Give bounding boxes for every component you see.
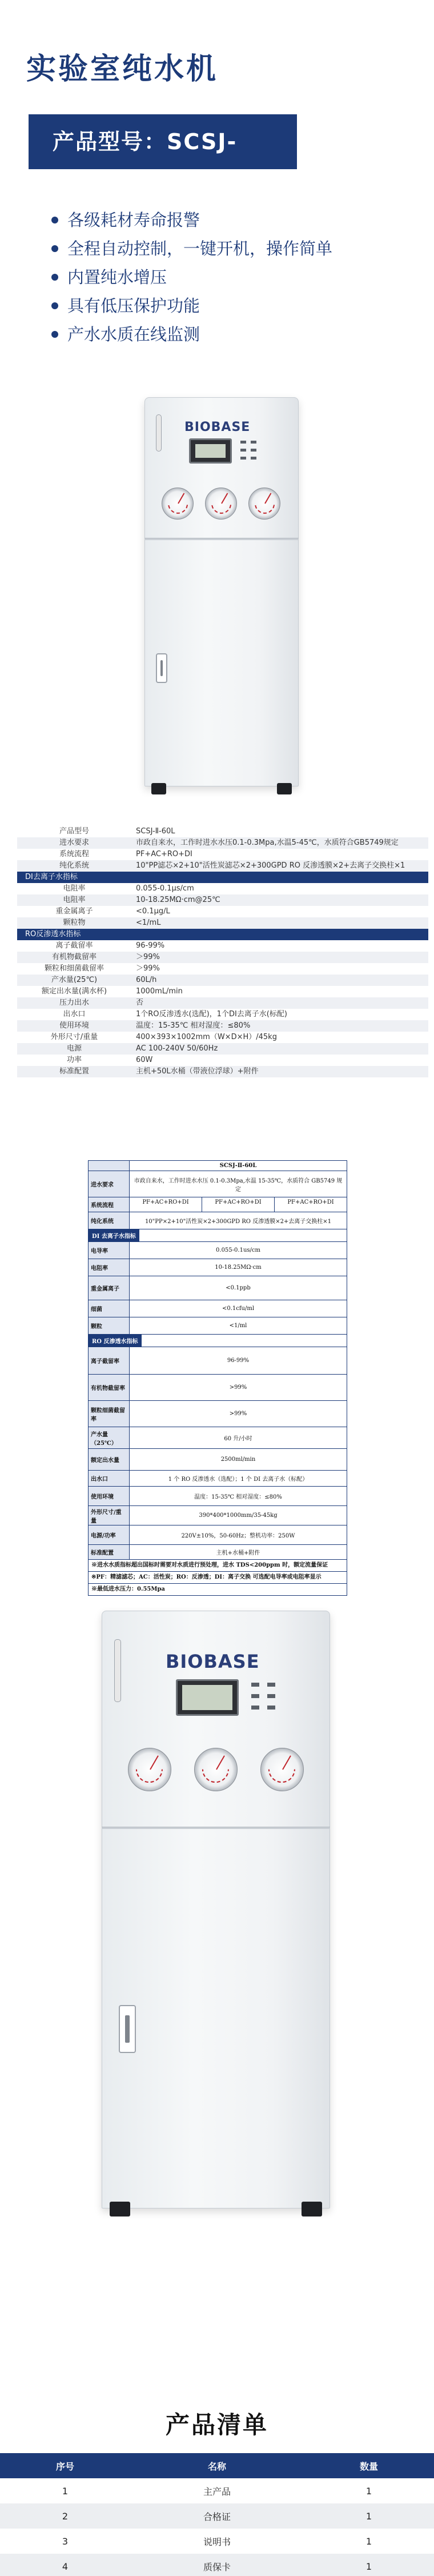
column-header: 序号 [0,2453,130,2478]
spec-note: ※最低进水压力：0.55Mpa [91,1586,165,1592]
spec-row: 使用环境 温度：15-35℃ 相对湿度：≤80% [89,1487,347,1506]
pressure-gauge-icon [260,1748,304,1791]
caster-wheel-icon [151,783,166,794]
spec-row: 有机物截留率 ＞99% [17,952,428,963]
spec-row: 标准配置 主机+水桶+附件 [89,1545,347,1560]
spec-section-header: RO 反渗透水指标 [89,1335,347,1347]
caster-wheel-icon [110,2202,130,2216]
bullet-icon [51,331,58,338]
model-banner: 产品型号：SCSJ-Ⅱ-60L [29,114,297,169]
spec-note: ※进水水质指标超出国标时需要对水质进行预处理，进水 TDS<200ppm 时，额定流量保证 [89,1560,347,1572]
panel-divider [102,1827,330,1829]
spec-row: 标准配置 主机+50L水桶（带液位浮球）+附件 [17,1066,428,1077]
control-key-icon [251,441,256,444]
spec-note: ※PF：精滤滤芯；AC：活性炭；RO：反渗透；DI：离子交换 可选配电导率或电阻率显示 [89,1572,347,1584]
control-key-icon [251,1694,259,1698]
spec-row: 使用环境 温度：15-35℃ 相对湿度：≤80% [17,1020,428,1032]
spec-row: 重金属离子 <0.1ppb [89,1276,347,1300]
control-key-icon [267,1683,275,1687]
spec-row: 产品型号 SCSJ-Ⅱ-60L [59,827,175,836]
brand-logo: BIOBASE [166,1651,260,1672]
spec-row: 颗粒和细菌截留率 ＞99% [44,964,160,973]
control-key-icon [240,449,246,452]
pressure-gauge-icon [162,488,194,520]
spec-row: 电源/功率 220V±10%，50-60Hz；整机功率：250W [89,1525,347,1545]
feature-item: 具有低压保护功能 [51,291,332,320]
spec-row: 离子截留率 96-99% [89,1347,347,1375]
spec-row: 电阻率 10-18.25MΩ·cm@25℃ [17,894,428,906]
brand-logo: BIOBASE [184,420,251,434]
lcd-screen-icon [189,438,232,464]
water-tube-icon [156,414,162,452]
spec-row: 颗粒 <1/ml [89,1317,347,1335]
spec-row: 压力出水 否 [17,997,428,1009]
spec-row: 离子截留率 96-99% [55,941,165,950]
feature-item: 产水水质在线监测 [51,320,332,349]
spec-row: 纯化系统 10"PP滤芯×2+10"活性炭滤芯×2+300GPD RO 反渗透膜×2+去离子交换柱×1 [17,860,428,872]
spec-row: 进水要求 市政自来水，工作时进水水压0.1-0.3Mpa,水温5-45℃，水质符合GB5749规定 [17,837,428,849]
product-image-top [144,397,299,794]
product-list-title: 产品清单 [165,2411,268,2439]
spec-row: 颗粒物 <1/mL [17,917,428,929]
control-key-icon [251,457,256,460]
spec-row: 电源 AC 100-240V 50/60Hz [17,1043,428,1055]
control-key-icon [267,1706,275,1710]
control-key-icon [267,1694,275,1698]
spec-row: 颗粒细菌截留率 >99% [89,1401,347,1427]
page-title: 实验室纯水机 [26,52,219,86]
control-key-icon [240,457,246,460]
pressure-gauge-icon [248,488,280,520]
column-header: 数量 [304,2453,434,2478]
caster-wheel-icon [302,2202,322,2216]
spec-row: 系统流程 PF+AC+RO+DI [59,850,192,858]
table-row: 4 质保卡 1 [0,2554,434,2576]
spec-section-header: DI去离子水指标 [17,872,428,883]
spec-row: 外形尺寸/重量 400×393×1002mm（W×D×H）/45kg [50,1033,277,1041]
spec-row: 系统流程 PF+AC+RO+DI PF+AC+RO+DI PF+AC+RO+DI [89,1197,347,1212]
bullet-icon [51,274,58,281]
spec-row: 功率 60W [66,1056,153,1064]
bullet-icon [51,302,58,309]
spec-row: 电导率 0.055-0.1us/cm [89,1242,347,1259]
spec-row: 出水口 1 个 RO 反渗透水（选配）；1 个 DI 去离子水（标配） [89,1471,347,1487]
spec-row: 细菌 <0.1cfu/ml [89,1300,347,1317]
pressure-gauge-icon [194,1748,238,1791]
panel-divider [144,538,299,540]
spec-row: 外形尺寸/重量 390*400*1000mm/35-45kg [89,1506,347,1525]
table-row: 2 合格证 1 [0,2503,434,2529]
pressure-gauge-icon [205,488,237,520]
table-row: 3 说明书 1 [62,2535,372,2547]
pressure-gauge-icon [128,1748,171,1791]
spec-row: 出水口 1个RO反渗透水(选配)，1个DI去离子水(标配) [63,1010,287,1019]
lcd-screen-icon [176,1679,239,1716]
water-tube-icon [114,1639,121,1702]
table-row: 1 主产品 1 [62,2485,372,2497]
table-header-row [0,2453,434,2478]
spec-row: 电阻率 10-18.25MΩ·cm [89,1259,347,1276]
spec-row: SCSJ-Ⅱ-60L [89,1161,347,1171]
bullet-icon [51,217,58,223]
bullet-icon [51,245,58,252]
product-image-bottom [102,1611,330,2216]
control-key-icon [251,1683,259,1687]
spec-section-header: RO反渗透水指标 [17,929,428,940]
spec-table-image [88,1160,347,1596]
spec-row: 进水要求 市政自来水，工作时进水水压 0.1-0.3Mpa,水温 15-35℃，水质符合 GB5749 规定 [89,1171,347,1197]
feature-item: 各级耗材寿命报警 [51,206,332,234]
spec-row: 额定出水量(满水杯) 1000mL/min [41,987,183,996]
spec-row: 产水量（25℃） 60 升/小时 [89,1427,347,1449]
spec-section-header: DI 去离子水指标 [89,1229,347,1242]
spec-row: 额定出水量 2500ml/min [89,1449,347,1471]
spec-row: 有机物截留率 >99% [89,1375,347,1401]
door-handle-icon [156,653,167,683]
caster-wheel-icon [277,783,292,794]
spec-row: 纯化系统 10"PP×2+10"活性炭×2+300GPD RO 反渗透膜×2+去离子交换柱×1 [89,1212,347,1229]
spec-row: 重金属离子 <0.1μg/L [55,907,170,916]
control-key-icon [240,441,246,444]
door-handle-icon [119,2005,136,2053]
spec-table [17,826,428,1077]
spec-row: 电阻率 0.055-0.1μs/cm [63,884,194,893]
control-key-icon [251,449,256,452]
column-header: 名称 [130,2453,304,2478]
feature-list [51,206,332,349]
feature-item: 内置纯水增压 [51,263,332,291]
feature-item: 全程自动控制，一键开机，操作简单 [51,234,332,263]
control-key-icon [251,1706,259,1710]
spec-row: 产水量(25℃) 60L/h [17,975,428,986]
product-list-table [0,2453,434,2576]
